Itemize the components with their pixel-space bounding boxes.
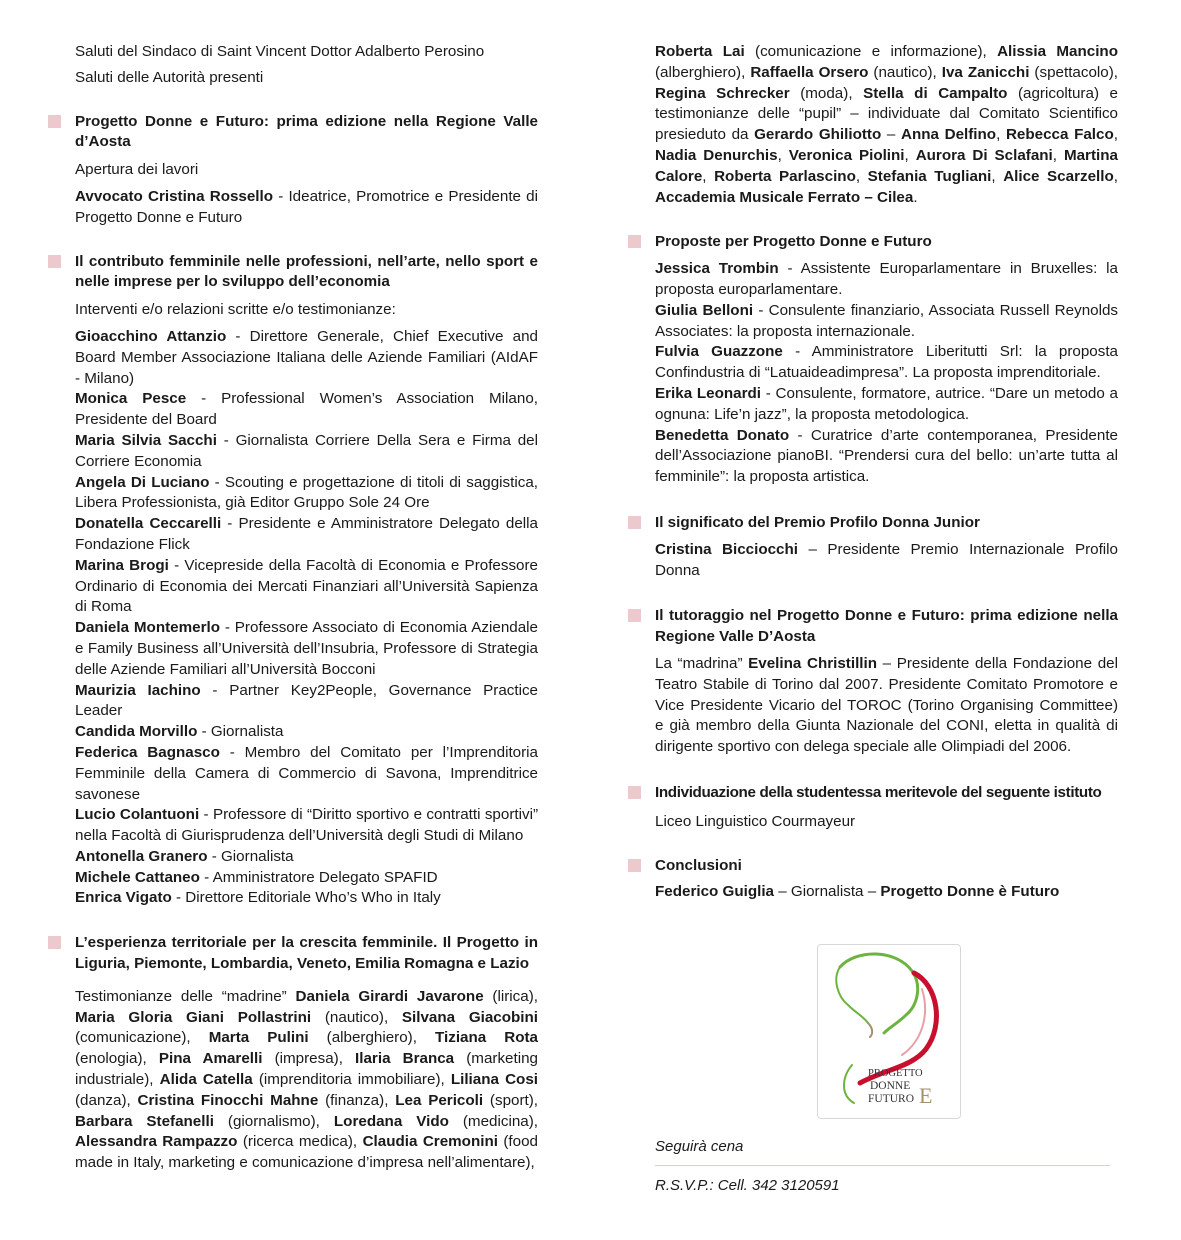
run-text: (nautico),	[868, 63, 942, 81]
bullet-square	[48, 115, 61, 128]
person-name: Marta Pulini	[208, 1029, 309, 1047]
run-text: (food made in Italy, marketing e comunicazione d’impresa nell’alimentare),	[75, 1133, 538, 1172]
run-text: ,	[855, 167, 868, 185]
run-text: ,	[904, 146, 916, 164]
speaker-desc: - Amministratore Delegato SPAFID	[199, 868, 438, 886]
speaker-desc: – Presidente della Fondazione del Teatro Stabile di Torino dal 2007. Presidente Comitato Promotore e Vice Presidente Vicario del TOROC (Torino Organising Committee) e già membro della Giunta Nazionale del CONI, eletta in qualità di dirigente sportivo con delega speciale alle Olimpiadi del 2006.	[655, 654, 1118, 756]
section-subtitle: Apertura dei lavori	[75, 161, 199, 179]
speaker-name: Candida Morvillo	[75, 723, 198, 741]
speaker-name: Angela Di Luciano	[75, 473, 210, 491]
pupil-paragraph	[655, 42, 1118, 208]
speaker-desc: - Assistente Europarlamentare in Bruxelles: la proposta europarlamentare.	[655, 260, 1118, 298]
run-text: (alberghiero),	[655, 63, 751, 81]
speaker-desc: - Consulente, formatore, autrice. “Dare un metodo a ognuna: Life’n jazz”, la proposta metodologica.	[655, 384, 1118, 423]
person-name: Loredana Vido	[333, 1112, 449, 1130]
bullet-square	[628, 235, 641, 248]
section-heading: Il contributo femminile nelle professioni, nell’arte, nello sport e nelle imprese per lo sviluppo dell’economia	[75, 252, 538, 291]
speaker-entry	[75, 431, 538, 473]
run-text: (medicina),	[448, 1112, 538, 1130]
person-name: Gerardo Ghiliotto	[754, 126, 882, 144]
speaker-name: Giulia Belloni	[655, 301, 754, 319]
person-name: Accademia Musicale Ferrato – Cilea	[655, 188, 914, 206]
speaker-desc: - Direttore Editoriale Who’s Who in Italy	[171, 889, 441, 907]
section-heading: Il significato del Premio Profilo Donna Junior	[655, 513, 980, 531]
section-esperienza	[48, 933, 538, 1174]
speaker-entry	[655, 426, 1118, 488]
person-name: Nadia Denurchis	[655, 146, 778, 164]
person-name: Martina Calore	[655, 146, 1118, 185]
run-text: ,	[777, 146, 789, 164]
speaker-list	[655, 259, 1118, 488]
run-text: (impresa),	[262, 1050, 356, 1068]
person-name: Stefania Tugliani	[867, 167, 992, 185]
speaker-name: Cristina Bicciocchi	[655, 540, 798, 558]
person-name: Lea Pericoli	[395, 1091, 484, 1109]
person-name: Aurora Di Sclafani	[915, 146, 1053, 164]
speaker-entry	[75, 389, 538, 431]
speaker-entry	[75, 327, 538, 389]
speaker-desc: - Amministratore Liberitutti Srl: la proposta Confindustria di “Latuaideadimpresa”. La proposta imprenditoriale.	[655, 343, 1118, 382]
logo-mark-e: E	[919, 1083, 933, 1108]
speaker-name: Antonella Granero	[75, 847, 208, 865]
speaker-entry	[75, 187, 538, 229]
person-name: Raffaella Orsero	[750, 63, 869, 81]
speaker-desc: - Presidente e Amministratore Delegato della Fondazione Flick	[75, 515, 538, 553]
run-text: ,	[1052, 146, 1064, 164]
speaker-name: Donatella Ceccarelli	[75, 515, 222, 533]
speaker-name: Michele Cattaneo	[75, 868, 200, 886]
person-name: Alida Catella	[159, 1071, 253, 1089]
run-text: (ricerca medica),	[237, 1133, 363, 1151]
section-conclusioni	[628, 856, 1118, 904]
run-text: ,	[991, 167, 1004, 185]
speaker-name: Federico Guiglia	[655, 883, 774, 901]
logo-text-futuro: FUTURO	[868, 1093, 915, 1105]
project-name: Progetto Donne è Futuro	[880, 883, 1060, 901]
speaker-entry	[75, 868, 538, 889]
person-name: Tiziana Rota	[435, 1029, 538, 1047]
speaker-desc: – Giornalista –	[774, 883, 881, 901]
run-text: (imprenditoria immobiliare),	[252, 1071, 451, 1089]
person-name: Ilaria Branca	[355, 1050, 455, 1068]
institute-name: Liceo Linguistico Courmayeur	[655, 812, 856, 830]
speaker-entry	[75, 681, 538, 723]
speaker-name: Gioacchino Attanzio	[75, 327, 227, 345]
run-text: (finanza),	[318, 1091, 396, 1109]
section-heading: Conclusioni	[655, 856, 742, 874]
person-name: Alissia Mancino	[997, 43, 1118, 60]
person-name: Roberta Parlascino	[714, 167, 856, 185]
speaker-entry	[75, 722, 538, 743]
intro-line: Saluti delle Autorità presenti	[75, 68, 264, 86]
intro-section	[48, 42, 538, 89]
person-name: Roberta Lai	[655, 43, 745, 60]
speaker-desc: - Direttore Generale, Chief Executive and Board Member Associazione Italiana delle Aziende Familiari (AIdAF - Milano)	[75, 327, 538, 387]
section-heading: Progetto Donne e Futuro: prima edizione nella Regione Valle d’Aosta	[75, 112, 538, 151]
speaker-name: Benedetta Donato	[655, 426, 790, 444]
speaker-entry	[75, 556, 538, 618]
speaker-desc: - Professore Associato di Economia Aziendale e Family Business all’Università dell’Insubria, Professore di Strategia delle Aziende Familiari all’Università Bocconi	[75, 619, 539, 678]
person-name: Regina Schrecker	[655, 84, 790, 102]
person-name: Pina Amarelli	[158, 1050, 263, 1068]
section-premio	[628, 513, 1118, 581]
section-individuazione	[628, 783, 1118, 833]
section-heading: Individuazione della studentessa meritevole del seguente istituto	[655, 783, 1102, 801]
intro-line: Saluti del Sindaco di Saint Vincent Dottor Adalberto Perosino	[75, 43, 485, 60]
bullet-square	[48, 936, 61, 949]
speaker-prefix: La “madrina”	[655, 654, 749, 672]
run-text: Testimonianze delle “madrine”	[75, 987, 296, 1005]
run-text: (enologia),	[75, 1050, 159, 1068]
run-text: ,	[996, 126, 1006, 144]
speaker-desc: - Giornalista	[207, 847, 294, 865]
speaker-desc: - Professional Women’s Association Milano, Presidente del Board	[75, 390, 538, 429]
speaker-desc: - Curatrice d’arte contemporanea, Presidente dell’Associazione pianoBI. “Prendersi cura del bello: un’arte tutta al femminile”: la proposta artistica.	[655, 426, 1118, 486]
logo-graphic	[818, 945, 960, 1118]
logo-text-donne: DONNE	[870, 1080, 911, 1092]
section-heading: Proposte per Progetto Donne e Futuro	[655, 233, 932, 251]
section-subtitle: Interventi e/o relazioni scritte e/o testimonianze:	[75, 301, 396, 319]
speaker-name: Lucio Colantuoni	[75, 806, 200, 824]
speaker-entry	[655, 654, 1118, 758]
speaker-desc: - Consulente finanziario, Associata Russell Reynolds Associates: la proposta internazionale.	[655, 301, 1118, 340]
run-text: (moda),	[789, 84, 864, 102]
speaker-desc: - Partner Key2People, Governance Practice Leader	[75, 681, 539, 720]
person-name: Alice Scarzello	[1003, 167, 1114, 185]
speaker-name: Avvocato Cristina Rossello	[75, 187, 274, 205]
run-text: (alberghiero),	[308, 1029, 435, 1047]
section-proposte	[628, 232, 1118, 488]
run-text: ,	[1113, 126, 1118, 144]
speaker-entry	[75, 805, 538, 847]
speaker-name: Marina Brogi	[75, 556, 169, 574]
person-name: Barbara Stefanelli	[75, 1112, 214, 1130]
speaker-entry	[655, 259, 1118, 301]
run-text: .	[913, 188, 918, 206]
person-name: Iva Zanicchi	[941, 63, 1030, 81]
speaker-list	[75, 327, 538, 909]
speaker-desc: - Ideatrice, Promotrice e Presidente di Progetto Donne e Futuro	[75, 187, 538, 226]
speaker-entry	[655, 540, 1118, 582]
bullet-square	[628, 609, 641, 622]
speaker-desc: – Presidente Premio Internazionale Profilo Donna	[655, 540, 1119, 579]
speaker-entry	[75, 743, 538, 805]
section-heading: Il tutoraggio nel Progetto Donne e Futuro: prima edizione nella Regione Valle D’Aosta	[655, 607, 1118, 646]
bullet-square	[48, 255, 61, 268]
run-text: (nautico),	[311, 1008, 402, 1026]
speaker-entry	[75, 514, 538, 556]
left-column	[48, 42, 538, 1174]
speaker-desc: - Scouting e progettazione di titoli di saggistica, Libera Professionista, già Editor Gruppo Sole 24 Ore	[75, 473, 539, 512]
speaker-desc: - Professore di “Diritto sportivo e contratti sportivi” nella Facoltà di Giurisprudenza dell’Università degli Studi di Milano	[75, 806, 538, 845]
section-heading: L’esperienza territoriale per la crescita femminile. Il Progetto in Liguria, Piemonte, Lombardia, Veneto, Emilia Romagna e Lazio	[75, 934, 538, 973]
run-text: (sport),	[483, 1091, 539, 1109]
person-name: Anna Delfino	[901, 126, 997, 144]
person-name: Stella di Campalto	[863, 84, 1008, 102]
madrine-paragraph	[75, 987, 538, 1174]
person-name: Cristina Finocchi Mahne	[137, 1091, 319, 1109]
speaker-entry	[75, 473, 538, 515]
right-column	[628, 42, 1118, 903]
run-text: (comunicazione),	[75, 1029, 209, 1047]
dinner-note: Seguirà cena	[655, 1138, 744, 1155]
speaker-desc: - Membro del Comitato per l’Imprenditoria Femminile della Camera di Commercio di Savona, Imprenditrice savonese	[75, 743, 538, 803]
section-prima-edizione	[48, 112, 538, 229]
bullet-square	[628, 516, 641, 529]
speaker-name: Federica Bagnasco	[75, 743, 220, 761]
person-name: Veronica Piolini	[788, 146, 905, 164]
footer-divider	[655, 1165, 1110, 1166]
speaker-name: Daniela Montemerlo	[75, 619, 220, 637]
person-name: Claudia Cremonini	[362, 1133, 498, 1151]
speaker-name: Monica Pesce	[75, 390, 187, 408]
project-logo	[817, 944, 961, 1119]
bullet-square	[628, 786, 641, 799]
speaker-name: Maurizia Iachino	[75, 681, 201, 699]
speaker-entry	[655, 384, 1118, 426]
speaker-desc: - Giornalista Corriere Della Sera e Firma del Corriere Economia	[75, 431, 538, 470]
speaker-name: Enrica Vigato	[75, 889, 172, 907]
speaker-name: Fulvia Guazzone	[655, 343, 783, 361]
speaker-name: Evelina Christillin	[748, 654, 878, 672]
speaker-entry	[655, 882, 1118, 903]
section-contributo	[48, 252, 538, 910]
speaker-name: Erika Leonardi	[655, 384, 762, 402]
speaker-entry	[75, 618, 538, 680]
person-name: Daniela Girardi Javarone	[295, 987, 484, 1005]
run-text: (marketing industriale),	[75, 1050, 538, 1089]
pupil-continuation	[628, 42, 1118, 208]
person-name: Maria Gloria Giani Pollastrini	[75, 1008, 312, 1026]
run-text: (agricoltura) e testimonianze delle “pupil” – individuate dal Comitato Scientifico presieduto da	[655, 84, 1118, 144]
logo-text-progetto: PROGETTO	[868, 1068, 923, 1079]
run-text: (danza),	[75, 1091, 138, 1109]
run-text: (giornalismo),	[213, 1112, 334, 1130]
run-text: (lirica),	[483, 987, 538, 1005]
speaker-desc: - Giornalista	[197, 723, 284, 741]
run-text: ,	[702, 167, 715, 185]
speaker-entry	[655, 342, 1118, 384]
run-text: –	[881, 126, 901, 144]
speaker-entry	[75, 888, 538, 909]
speaker-name: Maria Silvia Sacchi	[75, 431, 217, 449]
run-text: (comunicazione e informazione),	[744, 43, 998, 60]
run-text: ,	[1113, 167, 1118, 185]
person-name: Silvana Giacobini	[401, 1008, 539, 1026]
speaker-desc: - Vicepreside della Facoltà di Economia e Professore Ordinario di Economia dei Mercati Finanziari all’Università Sapienza di Roma	[75, 556, 538, 616]
speaker-name: Jessica Trombin	[655, 260, 779, 278]
bullet-square	[628, 859, 641, 872]
run-text: (spettacolo),	[1029, 63, 1118, 81]
section-tutoraggio	[628, 606, 1118, 758]
person-name: Rebecca Falco	[1005, 126, 1114, 144]
speaker-entry	[75, 847, 538, 868]
person-name: Liliana Cosi	[450, 1071, 538, 1089]
rsvp-contact: R.S.V.P.: Cell. 342 3120591	[655, 1177, 840, 1194]
person-name: Alessandra Rampazzo	[75, 1133, 238, 1151]
speaker-entry	[655, 301, 1118, 343]
